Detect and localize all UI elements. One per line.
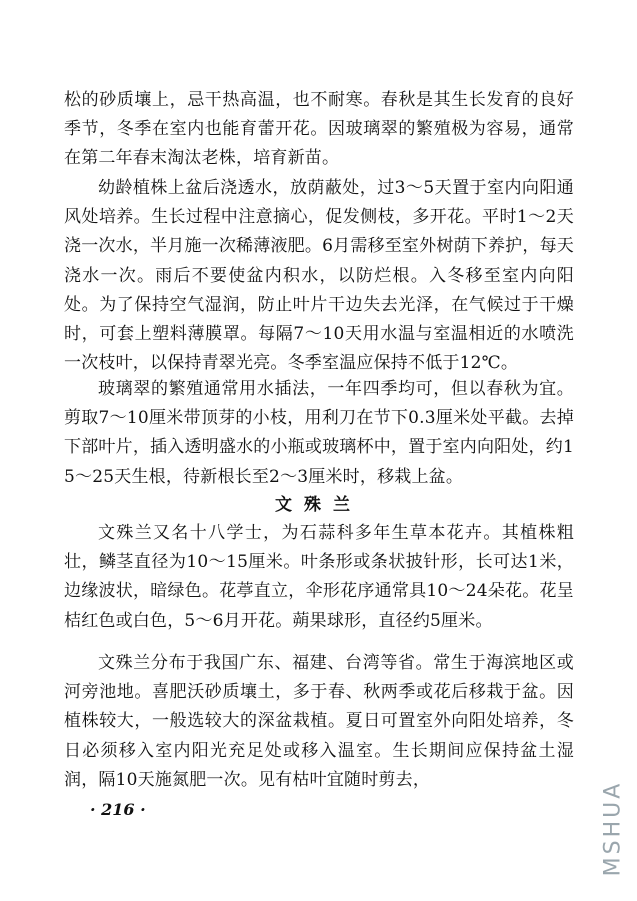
watermark: [601, 773, 625, 883]
section-title: 文殊兰: [275, 495, 362, 515]
paragraph-distribution: 文殊兰分布于我国广东、福建、台湾等省。常生于海滨地区或河旁池地。喜肥沃砂质壤土，多于春、秋两季或花后移栽于盆。因植株较大，一般选较大的深盆栽植。夏日可置室外向阳处培养，冬日必须移入室内阳光充足处或移入温室。生长期间应保持盆土湿润，隔10天施氮肥一次。见有枯叶宜随时剪去，: [64, 653, 574, 790]
paragraph-description: 文殊兰又名十八学士，为石蒜科多年生草本花卉。其植株粗壮，鳞茎直径为10～15厘米。叶条形或条状披针形，长可达1米，边缘波状，暗绿色。花葶直立，伞形花序通常具10～24朵花。花呈桔红色或白色，5～6月开花。蒴果球形，直径约5厘米。: [64, 523, 574, 631]
paragraph-propagation: 玻璃翠的繁殖通常用水插法，一年四季均可，但以春秋为宜。剪取7～10厘米带顶芽的小枝，用利刀在节下0.3厘米处平截。去掉下部叶片，插入透明盛水的小瓶或玻璃杯中，置于室内向阳处，约15～25天生根，待新根长至2～3厘米时，移栽上盆。: [64, 379, 574, 487]
watermark-text: MSHUA: [600, 780, 626, 876]
paragraph-continuation: 松的砂质壤上，忌干热高温，也不耐寒。春秋是其生长发育的良好季节，冬季在室内也能育蕾开花。因玻璃翠的繁殖极为容易，通常在第二年春末淘汰老株，培育新苗。: [64, 90, 574, 169]
page-number: · 216 ·: [90, 800, 146, 819]
paragraph-care: 幼龄植株上盆后浇透水，放荫蔽处，过3～5天置于室内向阳通风处培养。生长过程中注意摘心，促发侧枝，多开花。平时1～2天浇一次水，半月施一次稀薄液肥。6月需移至室外树荫下养护，每天浇水一次。雨后不要使盆内积水，以防烂根。入冬移至室内向阳处。为了保持空气湿润，防止叶片干边失去光泽，在气候过于干燥时，可套上塑料薄膜罩。每隔7～10天用水温与室温相近的水喷洗一次枝叶，以保持青翠光亮。冬季室温应保持不低于12℃。: [64, 178, 574, 374]
